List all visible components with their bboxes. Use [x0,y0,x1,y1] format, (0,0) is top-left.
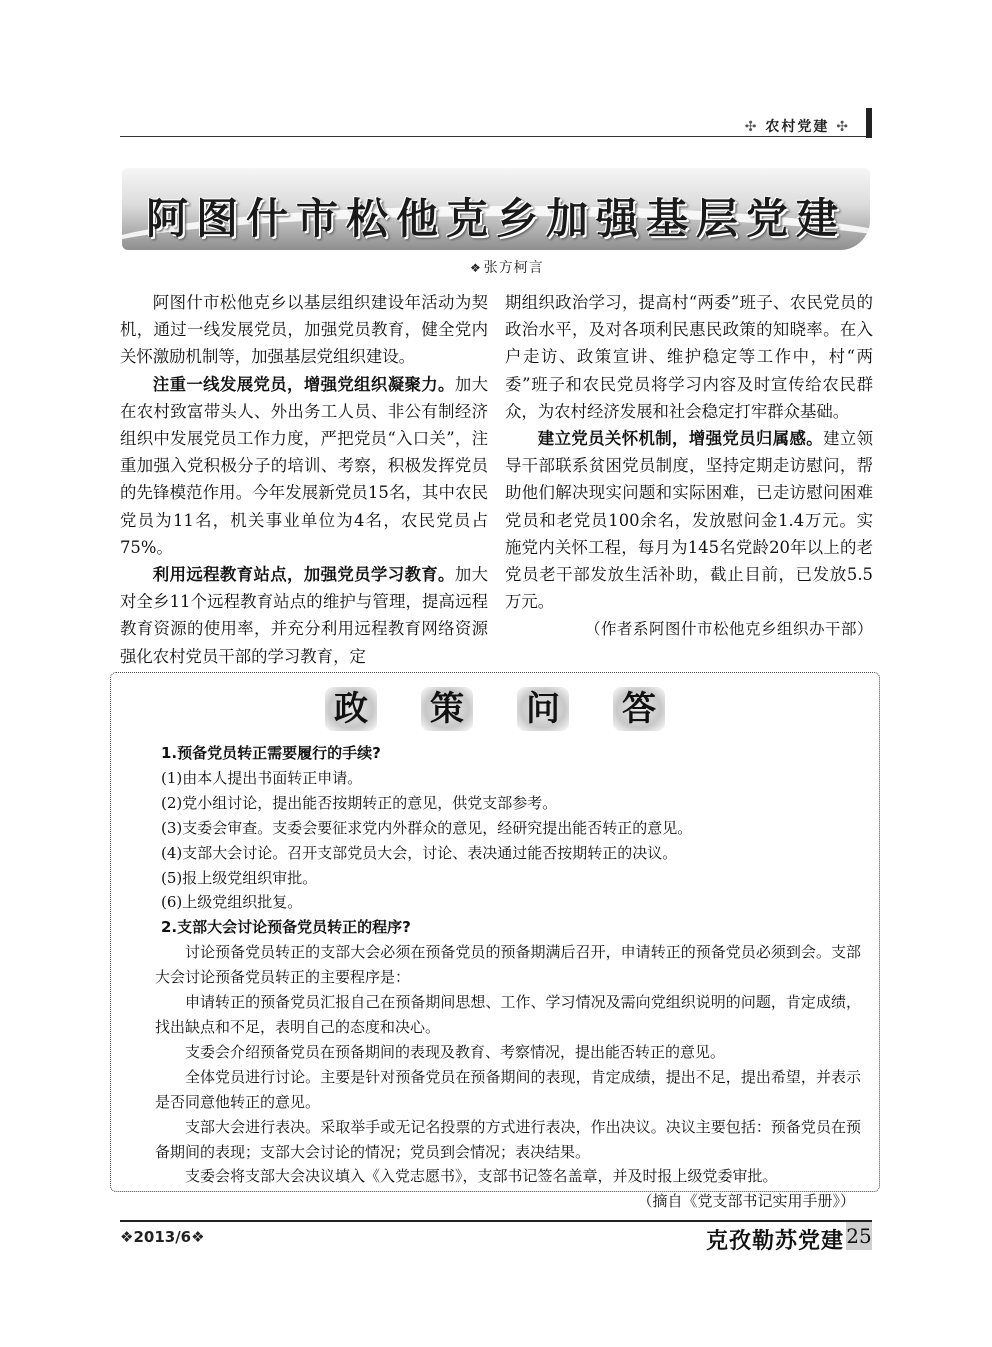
paragraph-body: 加大在农村致富带头人、外出务工人员、非公有制经济组织中发展党员工作力度，严把党员“入口关”，注重加强入党积极分子的培训、考察，积极发挥党员的先锋模范作用。今年发展新党员15名，其中农民党员为11名，机关事业单位为4名，农民党员占75%。 [120,374,489,557]
answer-item: (3)支委会审查。支委会要征求党内外群众的意见，经研究提出能否转正的意见。 [161,818,693,837]
answer-paragraph: 全体党员进行讨论。主要是针对预备党员在预备期间的表现，肯定成绩，提出不足，提出希望，并表示是否同意他转正的意见。 [155,1067,861,1111]
article-title: 阿图什市松他克乡加强基层党建 [145,194,846,243]
issue-date: ❖2013/6❖ [120,1228,205,1246]
answer-item: (6)上级党组织批复。 [161,893,303,912]
page-number: 25 [846,1224,872,1248]
paragraph [505,425,873,615]
magazine-name: 克孜勒苏党建 [705,1228,844,1254]
footer-rule [120,1220,872,1222]
paragraph-body: 加大对全乡11个远程教育站点的维护与管理，提高远程教育资源的使用率，并充分利用远程教育网络资源强化农村党员干部的学习教育，定 [120,565,489,666]
section-tag [745,116,850,136]
paragraph-heading: 注重一线发展党员，增强党组织凝聚力。 [152,374,455,394]
article-author [470,257,544,277]
qa-title-char: 政 [325,687,377,731]
title-banner [122,168,870,250]
policy-qa-box [110,672,880,1211]
answer-paragraph: 支部大会进行表决。采取举手或无记名投票的方式进行表决，作出决议。决议主要包括：预备党员在预备期间的表现；支部大会讨论的情况；党员到会情况；表决结果。 [155,1117,861,1161]
paragraph-heading: 建立党员关怀机制，增强党员归属感。 [537,429,824,449]
paragraph: 期组织政治学习，提高村“两委”班子、农民党员的政治水平，及对各项利民惠民政策的知晓率。在入户走访、政策宣讲、维护稳定等工作中，村“两委”班子和农民党员将学习内容及时宣传给农民群众，为农村经济发展和社会稳定打牢群众基础。 [505,293,873,421]
answer-item: (4)支部大会讨论。召开支部党员大会，讨论、表决通过能否按期转正的决议。 [161,843,678,862]
paragraph [120,561,488,670]
answer-item: (5)报上级党组织审批。 [161,868,318,887]
answer-paragraph: 讨论预备党员转正的支部大会必须在预备党员的预备期满后召开，申请转正的预备党员必须到会。支部大会讨论预备党员转正的主要程序是： [155,943,861,987]
answer-item: (2)党小组讨论，提出能否按期转正的意见，供党支部参考。 [161,793,558,812]
article-column-left [120,289,488,670]
answer-paragraph: 支委会将支部大会决议填入《入党志愿书》，支部书记签名盖章，并及时报上级党委审批。 [185,1167,778,1186]
diamond-icon: ❖ [470,261,482,275]
page-footer [120,1220,872,1260]
source-citation: （摘自《党支部书记实用手册》） [637,1192,855,1211]
header-bar [866,108,872,138]
answer-item: (1)由本人提出书面转正申请。 [161,768,363,787]
qa-title-char: 问 [517,687,569,731]
qa-title-char: 答 [613,687,665,731]
answer-paragraph: 支委会介绍预备党员在预备期间的表现及教育、考察情况，提出能否转正的意见。 [185,1042,726,1061]
paragraph-heading: 利用远程教育站点，加强党员学习教育。 [152,565,455,585]
paragraph-body: 建立领导干部联系贫困党员制度，坚持定期走访慰问，帮助他们解决现实问题和实际困难，已走访慰问困难党员和老党员100余名，发放慰问金1.4万元。实施党内关怀工程，每月为145名党龄20年以上的老党员老干部发放生活补助，截止目前，已发放5.5万元。 [505,429,874,612]
question-heading: 2.支部大会讨论预备党员转正的程序? [161,918,411,937]
section-name: 农村党建 [765,119,830,135]
ornament-icon: ✣ [836,119,850,135]
paragraph: 阿图什市松他克乡以基层组织建设年活动为契机，通过一线发展党员，加强党员教育，健全党内关怀激励机制等，加强基层党组织建设。 [120,293,488,367]
qa-body [155,741,861,1214]
paragraph [120,371,488,561]
question-heading: 1.预备党员转正需要履行的手续? [161,744,381,762]
qa-title-char: 策 [421,687,473,731]
author-byline: （作者系阿图什市松他克乡组织办干部） [584,620,873,639]
answer-paragraph: 申请转正的预备党员汇报自己在预备期间思想、工作、学习情况及需向党组织说明的问题，肯定成绩，找出缺点和不足，表明自己的态度和决心。 [155,993,861,1036]
article-column-right [505,289,873,644]
header-rule [120,136,866,137]
qa-title [111,687,879,731]
author-name: 张方柯言 [483,260,544,276]
running-header [120,108,872,140]
ornament-icon: ✣ [744,119,759,135]
